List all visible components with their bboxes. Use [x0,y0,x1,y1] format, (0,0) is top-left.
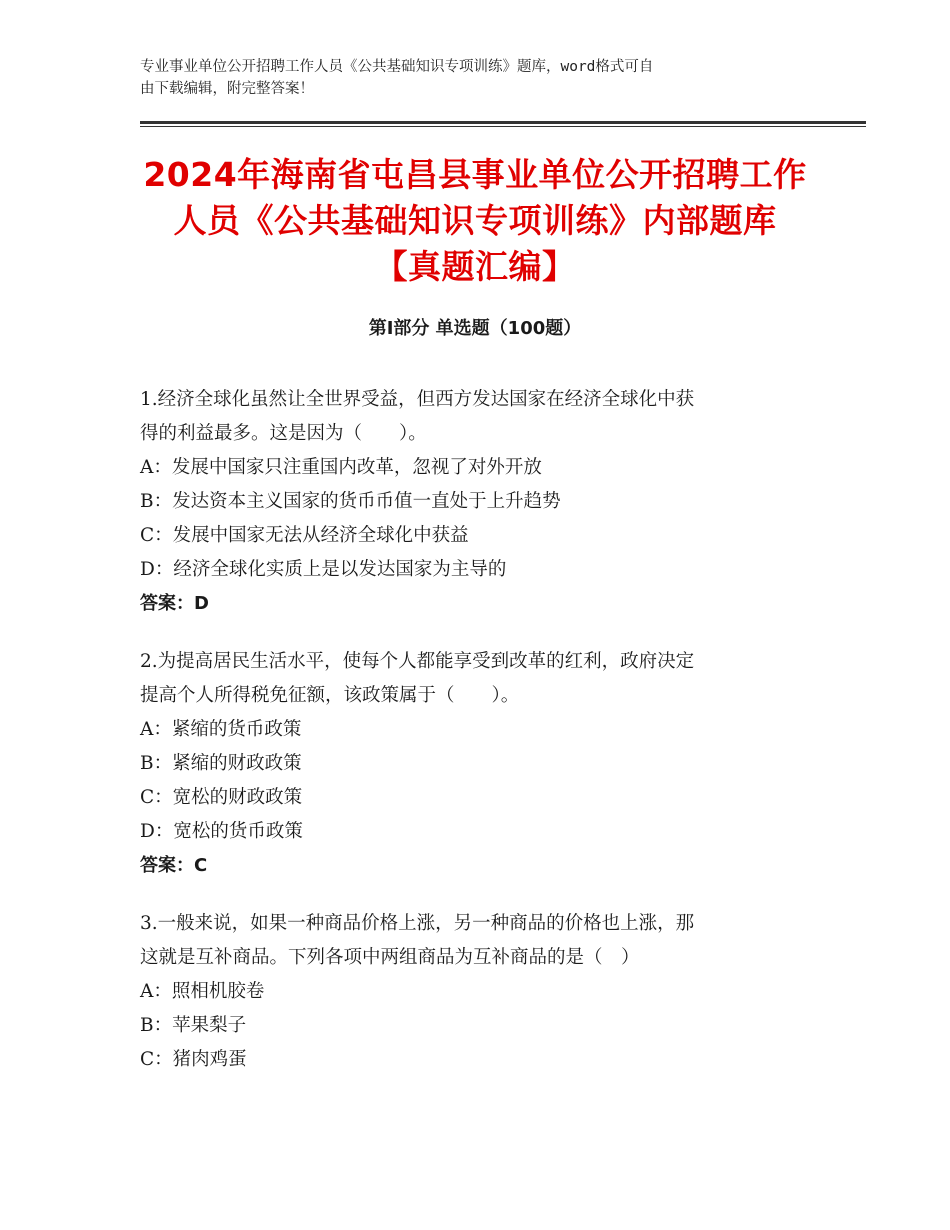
option-b: B：发达资本主义国家的货币币值一直处于上升趋势 [140,491,561,512]
section-heading: 第Ⅰ部分 单选题（100题） [368,318,582,339]
stem-line: 1.经济全球化虽然让全世界受益，但西方发达国家在经济全球化中获 [140,389,695,410]
answer-label: 答案：C [140,855,208,876]
question-stem [140,907,810,975]
stem-line: 得的利益最多。这是因为（ ）。 [140,423,427,444]
option-b: B：苹果梨子 [140,1015,247,1036]
question-stem [140,383,810,451]
title-line: 2024年海南省屯昌县事业单位公开招聘工作 [143,155,807,194]
option-c: C：发展中国家无法从经济全球化中获益 [140,525,469,546]
stem-line: 这就是互补商品。下列各项中两组商品为互补商品的是（ ） [140,947,640,968]
header-note-line: 专业事业单位公开招聘工作人员《公共基础知识专项训练》题库，word格式可自 [140,59,654,75]
stem-line: 3.一般来说，如果一种商品价格上涨，另一种商品的价格也上涨，那 [140,913,695,934]
question-1 [140,383,810,621]
question-2 [140,645,810,883]
title-line: 人员《公共基础知识专项训练》内部题库 [173,201,777,240]
question-stem [140,645,810,713]
header-divider-thick [140,121,866,124]
option-a: A：紧缩的货币政策 [140,719,302,740]
header-divider-thin [140,126,866,127]
header-note [140,56,810,100]
question-list [140,383,810,1101]
option-a: A：照相机胶卷 [140,981,265,1002]
stem-line: 2.为提高居民生活水平，使每个人都能享受到改革的红利，政府决定 [140,651,695,672]
option-d: D：经济全球化实质上是以发达国家为主导的 [140,559,507,580]
option-c: C：猪肉鸡蛋 [140,1049,247,1070]
stem-line: 提高个人所得税免征额，该政策属于（ ）。 [140,685,520,706]
option-d: D：宽松的货币政策 [140,821,303,842]
option-a: A：发展中国家只注重国内改革，忽视了对外开放 [140,457,542,478]
header-note-line: 由下载编辑，附完整答案！ [140,81,314,97]
option-c: C：宽松的财政政策 [140,787,303,808]
option-b: B：紧缩的财政政策 [140,753,302,774]
question-3 [140,907,810,1077]
answer-label: 答案：D [140,593,209,614]
title-line: 【真题汇编】 [374,247,576,286]
document-title [120,152,830,290]
